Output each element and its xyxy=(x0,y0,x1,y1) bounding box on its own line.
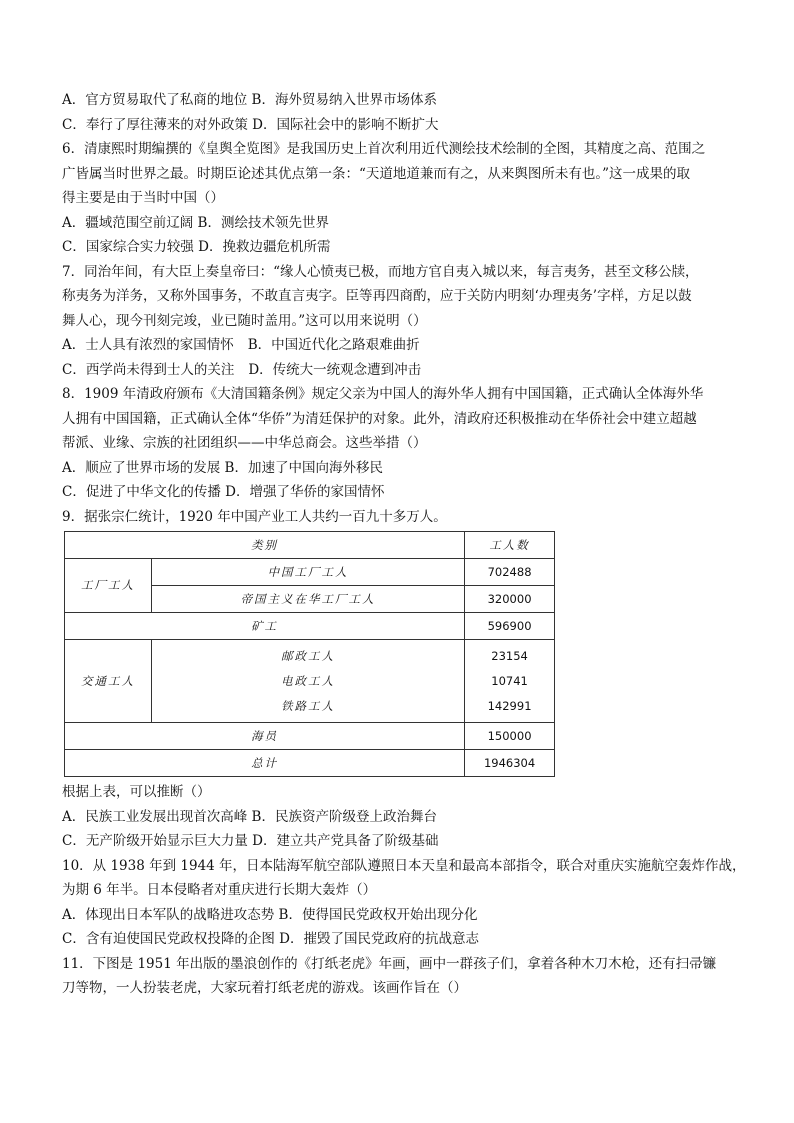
telegraph-count: 10741 xyxy=(491,673,528,688)
exam-page xyxy=(62,88,746,1001)
seamen-count: 150000 xyxy=(465,723,555,750)
question-8 xyxy=(62,382,734,505)
postal-count: 23154 xyxy=(491,648,528,663)
q11-stem-line-1: 11．下图是 1951 年出版的墨浪创作的《打纸老虎》年画，画中一群孩子们，拿着各种木刀木枪，还有扫帚镰 xyxy=(62,955,717,972)
question-7 xyxy=(62,260,734,383)
railway-count: 142991 xyxy=(487,698,532,713)
miners-count: 596900 xyxy=(465,613,555,640)
table-row xyxy=(65,723,555,750)
q9-options-line-2: C．无产阶级开始显示巨大力量 D．建立共产党具备了阶级基础 xyxy=(62,833,439,849)
total-count: 1946304 xyxy=(465,750,555,777)
factory-imperialist-count: 320000 xyxy=(465,586,555,613)
q6-options-line-2: C．国家综合实力较强 D．挽救边疆危机所需 xyxy=(62,239,331,255)
q9-options-line-1: A．民族工业发展出现首次高峰 B．民族资产阶级登上政治舞台 xyxy=(62,808,437,825)
q7-stem-line-2: 称夷务为洋务，又称外国事务，不敢直言夷字。臣等再四商酌，应于关防内明刻‘办理夷务’字样，方足以鼓 xyxy=(62,288,692,304)
factory-cn-count: 702488 xyxy=(465,559,555,586)
q5-options-line-1: A．官方贸易取代了私商的地位 B．海外贸易纳入世界市场体系 xyxy=(62,92,437,108)
q7-option-d: D．传统大一统观念遭到冲击 xyxy=(248,361,422,378)
q10-stem-line-2: 为期 6 年半。日本侵略者对重庆进行长期大轰炸（） xyxy=(62,882,377,898)
q6-options-line-1: A．疆域范围空前辽阔 B．测绘技术领先世界 xyxy=(62,214,329,231)
transport-labels-cell xyxy=(152,640,465,723)
question-6 xyxy=(62,137,734,260)
q9-after-table: 根据上表，可以推断（） xyxy=(62,784,211,800)
q7-option-a: A．士人具有浓烈的家国情怀 xyxy=(62,337,234,353)
q7-options-line-1 xyxy=(62,333,734,358)
q8-options-line-2: C．促进了中华文化的传播 D．增强了华侨的家国情怀 xyxy=(62,484,385,500)
q6-stem-line-2: 广皆属当时世界之最。时期臣论述其优点第一条：“天道地道兼而有之，从来舆图所未有也。”这一成果的取 xyxy=(62,165,691,182)
transport-workers-group: 交通工人 xyxy=(65,640,152,723)
q8-stem-line-1: 8．1909 年清政府颁布《大清国籍条例》规定父亲为中国人的海外华人拥有中国国籍，正式确认全体海外华 xyxy=(62,386,704,402)
factory-imperialist-label: 帝国主义在华工厂工人 xyxy=(152,586,465,613)
table-header-row xyxy=(65,532,555,559)
q6-stem-line-3: 得主要是由于当时中国（） xyxy=(62,190,224,206)
miners-label: 矿工 xyxy=(65,613,465,640)
q7-option-b: B．中国近代化之路艰难曲折 xyxy=(247,337,420,353)
transport-counts-cell xyxy=(465,640,555,723)
railway-label: 铁路工人 xyxy=(281,698,336,713)
question-10 xyxy=(62,854,746,952)
table-row xyxy=(65,559,555,586)
telegraph-label: 电政工人 xyxy=(281,673,336,688)
question-11 xyxy=(62,952,734,1001)
postal-label: 邮政工人 xyxy=(281,648,336,663)
table-row xyxy=(65,640,555,723)
worker-statistics-table xyxy=(64,531,555,777)
q9-stem: 9．据张宗仁统计，1920 年中国产业工人共约一百九十多万人。 xyxy=(62,508,447,525)
seamen-label: 海员 xyxy=(65,723,465,750)
header-category: 类别 xyxy=(65,532,465,559)
q7-stem-line-3: 舞人心，现今刊刻完竣，业已随时盖用。”这可以用来说明（） xyxy=(62,312,427,329)
q6-stem-line-1: 6．清康熙时期编撰的《皇舆全览图》是我国历史上首次利用近代测绘技术绘制的全图，其精度之高、范围之 xyxy=(62,141,706,157)
q8-stem-line-3: 帮派、业缘、宗族的社团组织——中华总商会。这些举措（） xyxy=(62,435,427,451)
q5-options-line-2: C．奉行了厚往薄来的对外政策 D．国际社会中的影响不断扩大 xyxy=(62,116,439,133)
factory-workers-group: 工厂工人 xyxy=(65,559,152,613)
question-9 xyxy=(62,505,734,854)
q7-options-line-2 xyxy=(62,358,734,383)
q10-options-line-1: A．体现出日本军队的战略进攻态势 B．使得国民党政权开始出现分化 xyxy=(62,906,478,923)
q7-stem-line-1: 7．同治年间，有大臣上奏皇帝曰：“缘人心愤夷已极，而地方官自夷入城以来，每言夷务，甚至文移公牍， xyxy=(62,263,699,280)
table-row xyxy=(65,613,555,640)
header-count: 工人数 xyxy=(465,532,555,559)
q7-option-c: C．西学尚未得到士人的关注 xyxy=(62,361,235,378)
table-row xyxy=(65,750,555,777)
q8-options-line-1: A．顺应了世界市场的发展 B．加速了中国向海外移民 xyxy=(62,459,383,476)
q8-stem-line-2: 人拥有中国国籍，正式确认全体“华侨”为清廷保护的对象。此外，清政府还积极推动在华侨社会中建立超越 xyxy=(62,410,697,427)
total-label: 总计 xyxy=(65,750,465,777)
q10-options-line-2: C．含有迫使国民党政权投降的企图 D．摧毁了国民党政府的抗战意志 xyxy=(62,931,479,947)
q11-stem-line-2: 刀等物，一人扮装老虎，大家玩着打纸老虎的游戏。该画作旨在（） xyxy=(62,980,467,996)
q10-stem-line-1: 10．从 1938 年到 1944 年，日本陆海军航空部队遵照日本天皇和最高本部指令，联合对重庆实施航空轰炸作战， xyxy=(62,857,746,874)
factory-cn-label: 中国工厂工人 xyxy=(152,559,465,586)
